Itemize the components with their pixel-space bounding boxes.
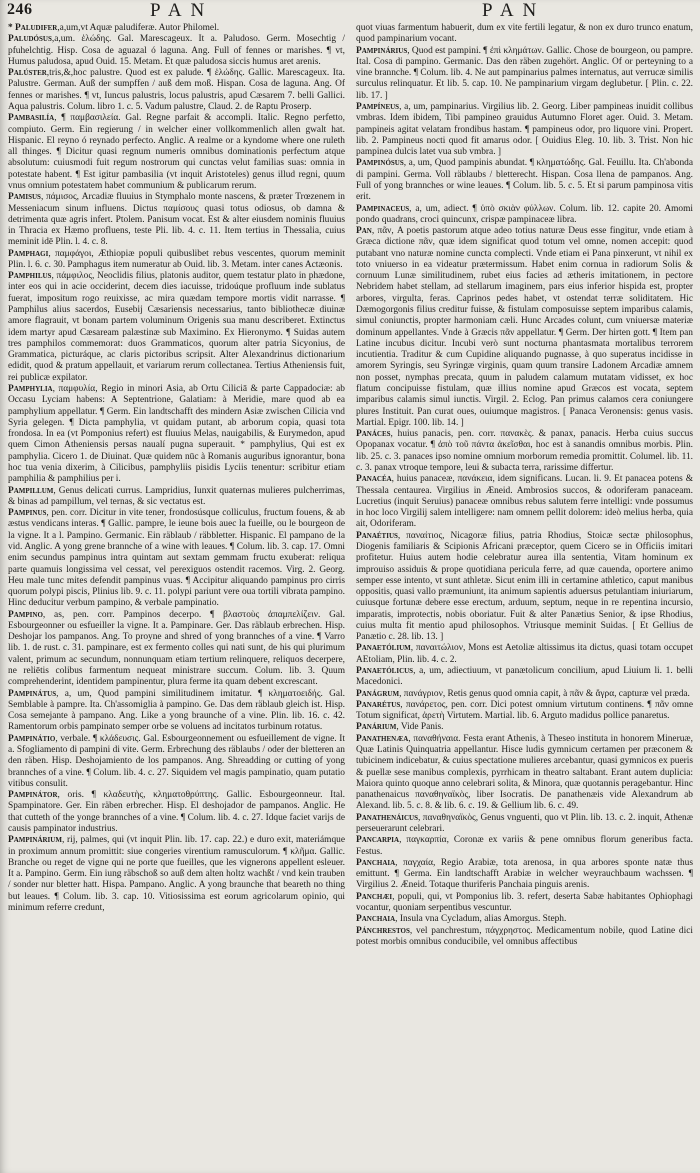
entry-text: , πάμφιλος, Neoclidis filius, platonis auditor, quem testatur plato in phædone, inter eos qui in acie occiderint, decem dies iacuisse, tridoúque profluum inde sublatus fuerat, impositum rogo reuixisse, ac mira quædam tempore mortis vidit narrasse. ¶ Pamphilus alius sacerdos, Eusebij Cæsariensis necessarius, tanto bibliothecæ diuinæ amore flagrauit, vt bonam partem voluminum Origenis sua manu describeret. Extinctus idem martyr apud Cæsaream palæstinæ sub Maximino. Ex Hieronymo. ¶ Suidas autem tres pamphilos commemorat: duos Grammaticos, quorum alter patria Sicyonius, de Grammatica, picturáque, ac claris pictoribus scripsit. Alter Alexandrinus dictionarium edidit, quod & pratum appellauit, et variarum rerum collectanea. Tertius Atheniensis fuit, rei publicæ expilator. <box>8 271 345 383</box>
dictionary-entry <box>356 858 693 892</box>
dictionary-entry <box>8 610 345 689</box>
entry-text: , pen. corr. Dicitur in vite tener, frondosúsque colliculus, fructum fouens, & ab æstus vendicans interas. ¶ Gallic. pampre, le ieune bois auec la fueille, ou le bourgeon de la vigne. It a l. Pampino. Germanic. Ein räblaub / räbbletter. Hispanic. El pampano de la vid. Anglic. A yong grene brannche of a wine with leaues. ¶ Colum. lib. 3. cap. 17. Omni enim secundus pampinus intra quintam aut sextam gemmam fructu exuberat: reliqua parte quamuis longissima vel cessat, vel perexiguos ostendit racemos. Virg. 2. Georg. Heu male tunc mites defendit pampinus vuas. ¶ Accipitur aliquando pampinus pro cirris quorum polypi piscis, Plinius lib. 9. c. 11. polypi pariunt vere oua tortili vibrata pampino. Hinc deducitur verbum pampino, & verbale pampinatio. <box>8 508 345 609</box>
dictionary-entry <box>356 835 693 858</box>
dictionary-entry <box>356 102 693 158</box>
entry-text: , huius panaceæ, πανάκεια, idem significans. Lucan. li. 9. Et panacea potens & Thessala centaurea. Virgilius in Æneid. Ambrosios succos, & odoriferam panaceam. Lucretius (inquit Seruius) panaceæ omnibus rebus salutem ferre intelligi: vnde possumus in hoc loco Virgilij salem intelligere: nam omnem pellit dolorem: ideò melius herba, quia ait, Odoriferam. <box>356 474 693 530</box>
entry-text: , παναθήναια. Festa erant Athenis, à Theseo instituta in honorem Mineruæ, Quæ Latinis Quinquatria appellantur. Hisce ludis gymnicum certamen per præconem & tubicinem indicebatur, & cuius spectatione mulieres arcebantur, quasi gymnicos ex pueris & puellæ sese manibus complexis, pyrrhicam in theatro saltabant. Erant autem duplicia: Maiora quinto quoque anno celebrari solita, & Minora, quæ quotannis peragebantur. Hinc panathenaicus παναθηναϊκὸς, liber Isocratis. De panathenæis vide Alexandrum ab Alexand. lib. 5. c. 8. & lib. 6. c. 19. & Gellium lib. 6. c. 49. <box>356 733 693 812</box>
entry-headword: Pamphilus <box>8 271 52 282</box>
entry-text: , Vide Panis. <box>396 722 444 733</box>
entry-headword: Panathenáicus <box>356 812 418 823</box>
dictionary-entry <box>8 508 345 610</box>
dictionary-entry <box>8 249 345 272</box>
dictionary-entry <box>8 734 345 790</box>
entry-text: , a, um, adiectiuum, vt panætolicum concilium, apud Liuium li. 1. belli Macedonici. <box>356 666 693 688</box>
dictionary-entry <box>356 474 693 530</box>
entry-text: , παγχαία, Regio Arabiæ, tota arenosa, in qua arbores sponte natæ thus emittunt. ¶ Germa. Ein landtschafft Arabiæ in welcher weyrauchbaum wachssen. ¶ Virgilius 2. Æneid. Totaque thuriferis Panchaia pinguis arenis. <box>356 857 693 891</box>
dictionary-entry <box>356 734 693 813</box>
entry-text: , oris. ¶ κλαδευτὴς, κληματοθρύπτης. Gallic. Esbourgeonneur. Ital. Spampinatore. Ger. Ein räben erbrecher. Hisp. El deshojador de pampanos. Anglic. He that cutteth of the yonge brannches of a vine. ¶ Colum. lib. 4. c. 27. Idque faciet varijs de causis pampinator industrius. <box>8 790 345 834</box>
entry-headword: Panaétius <box>356 530 398 541</box>
dictionary-entry <box>8 384 345 486</box>
dictionary-entry <box>356 643 693 666</box>
dictionary-entry <box>8 271 345 384</box>
entry-headword: Palúster <box>8 68 47 79</box>
dictionary-entry <box>356 926 693 949</box>
entry-headword: Panárium <box>356 722 397 733</box>
dictionary-entry <box>356 689 693 700</box>
dictionary-entry <box>356 531 693 644</box>
entry-text: ,tris,&,hoc palustre. Quod est ex palude. ¶ ἑλώδης. Gallic. Marescageux. Ita. Palustre. German. Auß der sumpffen / auß dem moß. Hispan. Cosa de laguna. Ang. Of fennes or marishes. ¶ vt, Iuncus palustris, locus palustris, apud Cæsarem 7. belli Gallici. Aqua palustris. Colum. libro 1. c. 5. Vadum palustre, Claud. 2. de Raptu Proserp. <box>8 68 345 112</box>
entry-text: , a, um, adiect. ¶ ὑπὸ σκιὰν φύλλων. Colum. lib. 12. capite 20. Amomi pondo quadrans, croci quincunx, crispæ pampinaceæ libra. <box>356 203 693 225</box>
entry-headword: Panaetólium <box>356 643 411 654</box>
running-head-left: PAN <box>150 0 214 21</box>
entry-text: , a, um, Quod pampini similitudinem imitatur. ¶ κληματοειδής. Gal. Semblable à pampre. Ita. Ch'assomiglia à pampino. Ge. Das dem räblaub gleich ist. Hisp. Cosa semejante à pampano. Ang. Like a yong braunche of a vine. Plin. lib. 16. c. 42. Ramentorum orbis pampinato semper orbe se voluens ad incitatos turbinum rotatus. <box>8 688 345 733</box>
entry-text: , παναίτιος, Nicagoræ filius, patria Rhodius, Stoicæ sectæ philosophus, Diogenis familiaris & Scipionis Africani præceptor, quem Cicero se in Officiis imitari profitetur. Huius autem hodie celebratur aurea illa sententia, Vitam hominum ex improuiso assiduis & prope quotidiana pericula ferre, ad quæ cauenda, oportere animo semper esse intento, vt sunt athletæ. Sicut enim illi in certamine athletico, caput manibus oppositis, quasi vallo præmuniunt, ita animum sapientis aduersus petulantiam iniuriarum, cuiusque fortunæ debere esse erectum, arduum, septum, neque in re repentina incursio, imparatis, improtectis, nobis oboriatur. Fuit & alter Panætius Senior, & ipse Rhodius, cuius multa fit mentio apud philosophos. Vtriusque meminit Suidas. [ Et Gellius de Panætio c. 28. lib. 13. ] <box>356 530 693 643</box>
entry-headword: Pamphylia <box>8 384 53 394</box>
entry-text: ,a,um,vt Aquæ paludiferæ. Autor Philomel. <box>57 23 220 33</box>
entry-headword: Paludósus <box>8 34 52 45</box>
dictionary-entry <box>8 192 345 248</box>
entry-headword: Panáces <box>356 429 391 440</box>
entry-headword: Pampinaceus <box>356 203 410 214</box>
entry-text: , huius panacis, pen. corr. πανακὲς. & panax, panacis. Herba cuius succus Opopanax vocatur. ¶ ἀπὸ τοῦ πάντα ἀκεῖσθαι, hoc est à sanandis omnibus morbis. Plin. lib. 25. c. 3. panaces ipso nomine omnium morborum remedia promittit. Columel. lib. 11. c. 3. panax vtroque tempore, leui & subacta terra, rarissime differtur. <box>356 429 693 473</box>
entry-text: , Quod est pampini. ¶ ἐπὶ κλημάτων. Gallic. Chose de bourgeon, ou pampre. Ital. Cosa di pampino. Germanic. Das den räben zugehört. Anglic. Of or perteyning to a vine brannche. ¶ Colum. lib. 4. Ne aut pampinarius palmes internatus, aut verrucæ similis surculus relinquatur. Et lib. 5. cap. 10. Ne pampinarium virgam deglubetur. [ Plin. c. 22. lib. 17. ] <box>356 45 693 101</box>
entry-headword: Panathenæa <box>356 733 409 744</box>
entry-headword: Pan <box>356 226 372 237</box>
entry-text: , ¶ παμβασιλεία. Gal. Regne parfait & accompli. Italic. Regno perfetto, compiuto. Germ. Ein regierung / in welcher einer vollkommenlich allen gwalt hat. Hispanic. El reyno ó reynado perfecto. Anglic. A realme or a kyndome where one ruleth all thinges. ¶ Dicitur quasi regnum numeris omnibus dominationis perfectum atque absolutum: cuiusmodi fuit regum nostrorum qui cunctas velut familias suas: omnia in potestate habent. ¶ Est igitur pambasilia (vt inquit Aristoteles) genus illud regni, quum vnus omnium potestatem habet communium & publicarum rerum. <box>8 113 345 191</box>
dictionary-entry <box>356 429 693 474</box>
entry-text: , παναθηναϊκὸς, Genus vnguenti, quo vt Plin. lib. 13. c. 2. inquit, Athenæ perseuerarunt celebrari. <box>356 812 693 834</box>
entry-text: , Insula vna Cycladum, alias Amorgus. Steph. <box>395 914 567 925</box>
entry-text: ,a,um. ἑλώδης. Gal. Marescageux. It a. Paludoso. Germ. Mosechtig / pfuhelchtig. Hisp. Cosa de aguazal ó laguna. Ang. Full of fennes or marishes. ¶ vt, Humus paludosa, apud Ouid. 15. Metam. Et quæ paludosa siccis humus aret arenis. <box>8 34 345 67</box>
dictionary-entry <box>8 835 345 914</box>
dictionary-entry <box>356 158 693 203</box>
entry-headword: Pampinátio <box>8 733 56 744</box>
dictionary-entry <box>8 23 345 34</box>
entry-headword: Panchæi <box>356 891 393 902</box>
entry-headword: Pampinárius <box>356 45 408 56</box>
entry-text: , Genus delicati currus. Lampridius, Iunxit quaternas mulieres pulcherrimas, & binas ad pampillum, vel ternas, & sic vectatus est. <box>8 485 345 507</box>
running-head-right: PAN <box>482 0 546 21</box>
entry-text: , παγκαρπία, Coronæ ex variis & pene omnibus florum generibus facta. Festus. <box>356 835 693 857</box>
entry-text: , πανάγριον, Retis genus quod omnia capit, à πᾶν & ἄγρα, capturæ vel præda. <box>399 688 690 699</box>
dictionary-entry <box>356 722 693 733</box>
entry-headword: * Paludifer <box>8 23 58 33</box>
entry-headword: Pancarpia <box>356 835 400 846</box>
left-column <box>8 23 345 1167</box>
dictionary-entry <box>8 34 345 68</box>
entry-headword: Pampinátor <box>8 790 58 801</box>
entry-headword: Panchaia <box>356 914 396 925</box>
entry-text: quot viuas farmentum habuerit, dum ex vite fertili legatur, & non ex duro trunco enatum, quod pampinarium vocant. <box>356 23 693 45</box>
entry-headword: Panarétus <box>356 699 401 710</box>
entry-text: , as, pen. corr. Pampinos decerpo. ¶ βλαστοὺς ἀπαμπελίζειν. Gal. Esbourgeonner ou esfueiller la vigne. It a. Pampinare. Ger. Das räblaub erbrechen. Hisp. Deshojar los pampanos. Ang. To proyne and shred of yong brannches of a vine. ¶ Varro lib. 1. de rust. c. 31. pampinare, est ex fermento colles qui nati sunt, de his qui plurimum valent, primum ac secundum, nonnunquam etiam tertium relinquere, reliquos decerpere, ne reliētis colibus farmentum nequeat ministrare succum. Colum. lib. 3. Quum comprehenderint, identidem pampinentur, plura ferme ita quam debent excrescant. <box>8 609 345 688</box>
dictionary-entry <box>356 813 693 836</box>
entry-headword: Pambasilía <box>8 113 55 124</box>
entry-headword: Pampinus <box>8 508 47 519</box>
dictionary-entry <box>356 23 693 46</box>
entry-text: , πάμισος, Arcadiæ fluuius in Stymphalo monte nascens, & præter Trœzenem in Messeniacum sinum influens. Dictus παμίσους quasi totus odiosus, ob damna & detrimenta quæ agris infert. Ptolem. Panisum vocat. Est & alter eiusdem nominis fluuius in Thracia ex Hæmo profluens, teste Pli. lib. 4. c. 11. Item tertius in Thessalia, cuius meminit idē Plin. l. 4. c. 8. <box>8 192 345 248</box>
entry-headword: Pánchrestos <box>356 925 410 936</box>
entry-headword: Pampillum <box>8 485 54 496</box>
entry-headword: Pamphagi <box>8 248 49 259</box>
entry-headword: Pampinósus <box>356 158 404 169</box>
dictionary-entry <box>356 46 693 102</box>
entry-text: , a, um, Quod pampinis abundat. ¶ κληματώδης. Gal. Feuillu. Ita. Ch'abonda di pampini. Germa. Voll räblaubs / bletterecht. Hispan. Cosa llena de pampanos. Ang. Full of yong brannches or wine leaues. ¶ Colum. lib. 5. c. 5. Et si parum pampinosa vitis erit. <box>356 158 693 203</box>
dictionary-entry <box>356 700 693 723</box>
dictionary-entry <box>8 689 345 734</box>
entry-headword: Pampinátus <box>8 688 57 699</box>
entry-headword: Panaetólicus <box>356 666 414 677</box>
entry-headword: Panchaia <box>356 857 396 868</box>
entry-headword: Pampíneus <box>356 101 400 112</box>
right-column <box>356 23 693 1167</box>
entry-text: , a, um, pampinarius. Virgilius lib. 2. Georg. Liber pampineas inuidit collibus vmbras. Idem ibidem, Tibi pampineo grauidus Autumno Floret ager. Ouid. 3. Metam. pampineis agitat velatam frondibus hastam. ¶ pampineus odor, pro liquore vini. Propert. lib. 2. Pampineus nocti quod fit amarus odor. [ Ouidius Eleg. 10. lib. 3. Trist. Non hic pampinea dulcis latet vua sub vmbra. ] <box>356 101 693 158</box>
dictionary-entry <box>356 914 693 925</box>
entry-text: , rij, palmes, qui (vt inquit Plin. lib. 17. cap. 22.) e duro exit, materiámque in proximum annum promittit: siue congeries virentium ramusculorum. ¶ κλῆμα. Gallic. Branche ou reget de vigne qui ne porte que fueilles, que les vignerons appellent esleuer. It a. Pampino. Germ. Ein iung räbschoß so auß dem alten holtz wachßt / vnd kein trauben / sonder nur bletter hatt. Hispa. Pampano. Anglic. A yong braunche that beareth no thing but leaues. ¶ Colum. lib. 3. cap. 10. Vitiosissima est eorum agricolarum opinio, qui minimum referre credunt, <box>8 835 345 913</box>
page-number: 246 <box>7 1 33 18</box>
entry-text: , παναιτώλιον, Mons est Aetoliæ altissimus ita dictus, quasi totam occupet AEtoliam, Plin. lib. 4. c. 2. <box>356 643 693 665</box>
entry-text: , populi, qui, vt Pomponius lib. 3. refert, deserta Sabæ habitantes Ophiophagi vocantur, quoniam serpentibus vescuntur. <box>356 891 693 913</box>
dictionary-entry <box>356 666 693 689</box>
dictionary-entry <box>356 204 693 227</box>
entry-text: , παμφάγοι, Æthiopiæ populi quibuslibet rebus vescentes, quorum meminit Plin. l. 6. c. 30. Pamphagus item numeratur ab Ouid. lib. 3. Metam. inter canes Actæonis. <box>8 248 345 270</box>
entry-headword: Pampino <box>8 609 43 620</box>
dictionary-entry <box>356 226 693 429</box>
entry-headword: Pampinárium <box>8 835 62 846</box>
entry-headword: Panágrum <box>356 688 400 699</box>
entry-text: , πανάρετος, pen. corr. Dici potest omnium virtutum continens. ¶ πᾶν omne Totum significat, ἀρετὴ Virtutem. Martial. lib. 6. Arguto madidus pollice panaretus. <box>356 699 693 722</box>
entry-headword: Pamisus <box>8 192 41 203</box>
dictionary-entry <box>8 790 345 835</box>
dictionary-entry <box>356 892 693 915</box>
entry-text: , verbale. ¶ κλάδευσις. Gal. Esbourgeonnement ou esfueillement de vigne. It a. Sfogliamento di pampini di vite. Germ. Erbrechung des räblaubs / oder der bletteren an den räben. Hisp. Deshojamiento de los pampanos. Ang. Shreadding or cutting of yong brannches of a vine. ¶ Colum. lib. 4. c. 27. Siquidem vel magis pampinatio, quam putatio vitibus consulit. <box>8 733 345 789</box>
entry-text: , πᾶν, A poetis pastorum atque adeo totius naturæ Deus esse fingitur, vnde etiam à Græca dictione πᾶν, quæ idem significat quod totum vel omne, nomen accepit: quod putabant vno naturæ nomine cuncta complecti. Vnde etiam ei Pana pinxerunt, vt nihil ex toto vniuerso in ea videatur prætermissum. Habet enim cornua in radiorum Solis & cornuum Lunæ similitudinem, rubet eius facies ad ætheris imitationem, in pectore Nebridem habet stellam, ad stellarum imaginem, pars eius inferior hispida est, propter arbores, virgulta, feras. Caprinos pedes habet, vt ostendat terræ soliditatem. Hic Dæmogorgonis filius creditur fuisse, & fistulam composuisse septem imparibus calamis, simul coniunctis, propter harmoniam cæli. Hunc Arcades colunt, cum vniuersæ materiæ dominum appellantes. Vnde à Græcis πᾶν appellatur. ¶ Germ. Der hirten gott. ¶ Item pan Latine incubus dicitur. Incubi verò sunt nocturna phantasmata mortalibus terrorem incutientia. Traditur & cum Cupidine aliquando pugnasse, à quo superatus incidisse in amorem Syringis, seu Syringæ virginis, quam quum transire Ladonem Arcadiæ amnem non posset, nymphas precata, quum in paludem calamum mutatam vidisset, ex hoc flatum concipuisse fistulam, quæ illius nomine apud Græcos est vocata, septem imparibus calamis simul iunctis. Virgil. 2. Eclog. Pan primus calamos cera coniungere plures Instituit. Pan curat oues, ouiumque magistros. [ Panaca Veronensis: genus vasis. Martial. Epigr. 100. lib. 14. ] <box>356 226 693 428</box>
dictionary-entry <box>8 113 345 192</box>
dictionary-entry <box>8 68 345 113</box>
entry-text: , παμφυλία, Regio in minori Asia, ab Ortu Ciliciā & parte Cappadociæ: ab Occasu Lyciam habens: A Septentrione, Galatiam: à Meridie, mare quod ab ea pamphylium appellatur. ¶ Germ. Ein landtschafft des mindern Asiæ zwischen Cilicia vnd Syria gelegen. ¶ Dicta pamphylia, vt quidam putant, ab arborum copia, quasi tota frondosa. In ea (vt Pomponius refert) est fluuius Melas, nauigabilis, & Eurymedon, apud quem Cimon Atheniensis persas naualí pugna superauit. * pamphylius, Qui est ex pamphylia. Cicero 1. de Diuinat. Quæ quidem nūc à Romanis auguribus ignorantur, bona hoc tua venia dixerim, à Cilicibus, pamphyliis pisidis Lyciis tenentur: scribitur etiam pamphilia & pamphilius per i. <box>8 384 345 485</box>
dictionary-entry <box>8 486 345 509</box>
entry-headword: Panacéa <box>356 474 392 485</box>
entry-text: , vel panchrestum, πάγχρηστος. Medicamentum nobile, quod Latine dici potest morbis omnibus conducibile, vel omnibus affectibus <box>356 925 693 947</box>
